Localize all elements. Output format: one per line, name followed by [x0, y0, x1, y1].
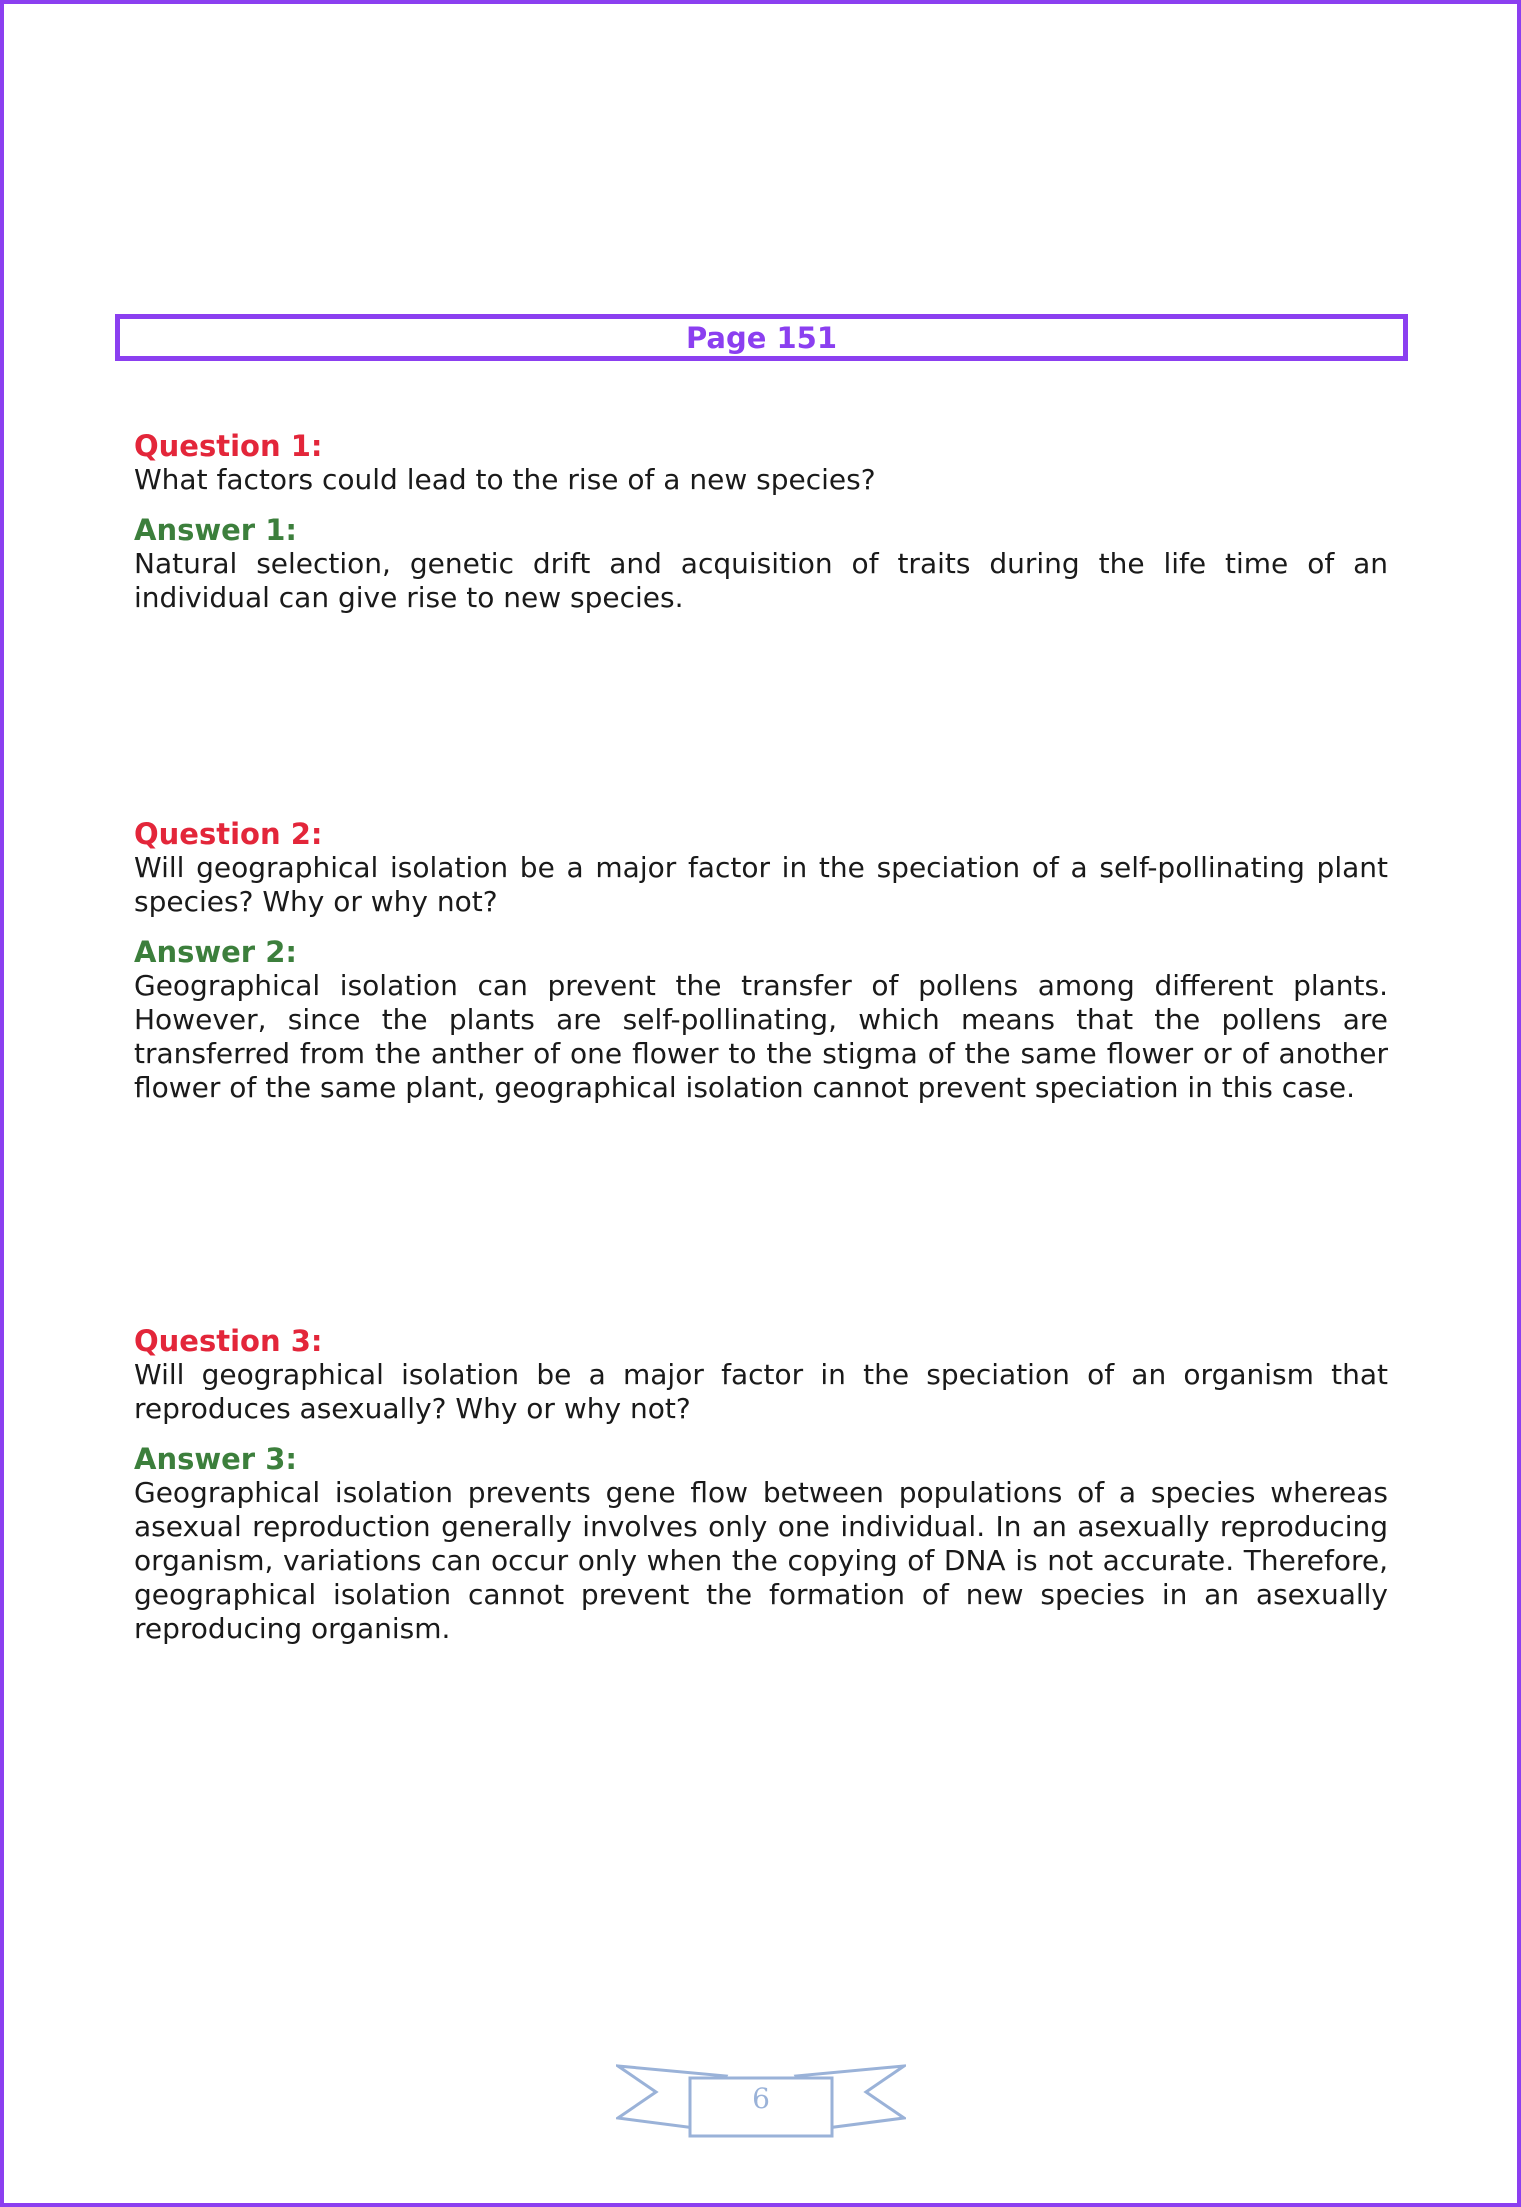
answer-label: Answer 3: — [134, 1442, 297, 1476]
page-title: Page 151 — [685, 320, 838, 355]
question-label: Question 3: — [134, 1324, 323, 1358]
answer-text: Geographical isolation prevents gene flow between populations of a species whereas asexual reproduction generally involves only one individual. In an asexually reproducing organism, variations can occur only when the copying of DNA is not accurate. Therefore, geographical isolation cannot prevent the formation of new species in an asexually reproducing organism. — [134, 1476, 1388, 1645]
question-text: What factors could lead to the rise of a new species? — [134, 463, 876, 496]
question-label: Question 1: — [134, 429, 323, 463]
page-number: 6 — [752, 2082, 770, 2115]
question-label: Question 2: — [134, 817, 323, 851]
answer-text: Geographical isolation can prevent the transfer of pollens among different plants. However, since the plants are self-pollinating, which means that the pollens are transferred from the anther of one flower to the stigma of the same flower or of another flower of the same plant, geographical isolation cannot prevent speciation in this case. — [134, 969, 1388, 1104]
answer-text: Natural selection, genetic drift and acquisition of traits during the life time of an individual can give rise to new species. — [134, 547, 1388, 614]
qa-block-3 — [134, 1324, 1388, 1646]
question-text: Will geographical isolation be a major factor in the speciation of a self-pollinating plant species? Why or why not? — [134, 851, 1388, 918]
answer-label: Answer 2: — [134, 935, 297, 969]
page-header — [115, 314, 1408, 361]
footer-ribbon — [616, 2062, 906, 2142]
qa-block-1 — [134, 429, 1388, 615]
qa-block-2 — [134, 817, 1388, 1105]
question-text: Will geographical isolation be a major factor in the speciation of an organism that reproduces asexually? Why or why not? — [134, 1358, 1388, 1425]
answer-label: Answer 1: — [134, 513, 297, 547]
